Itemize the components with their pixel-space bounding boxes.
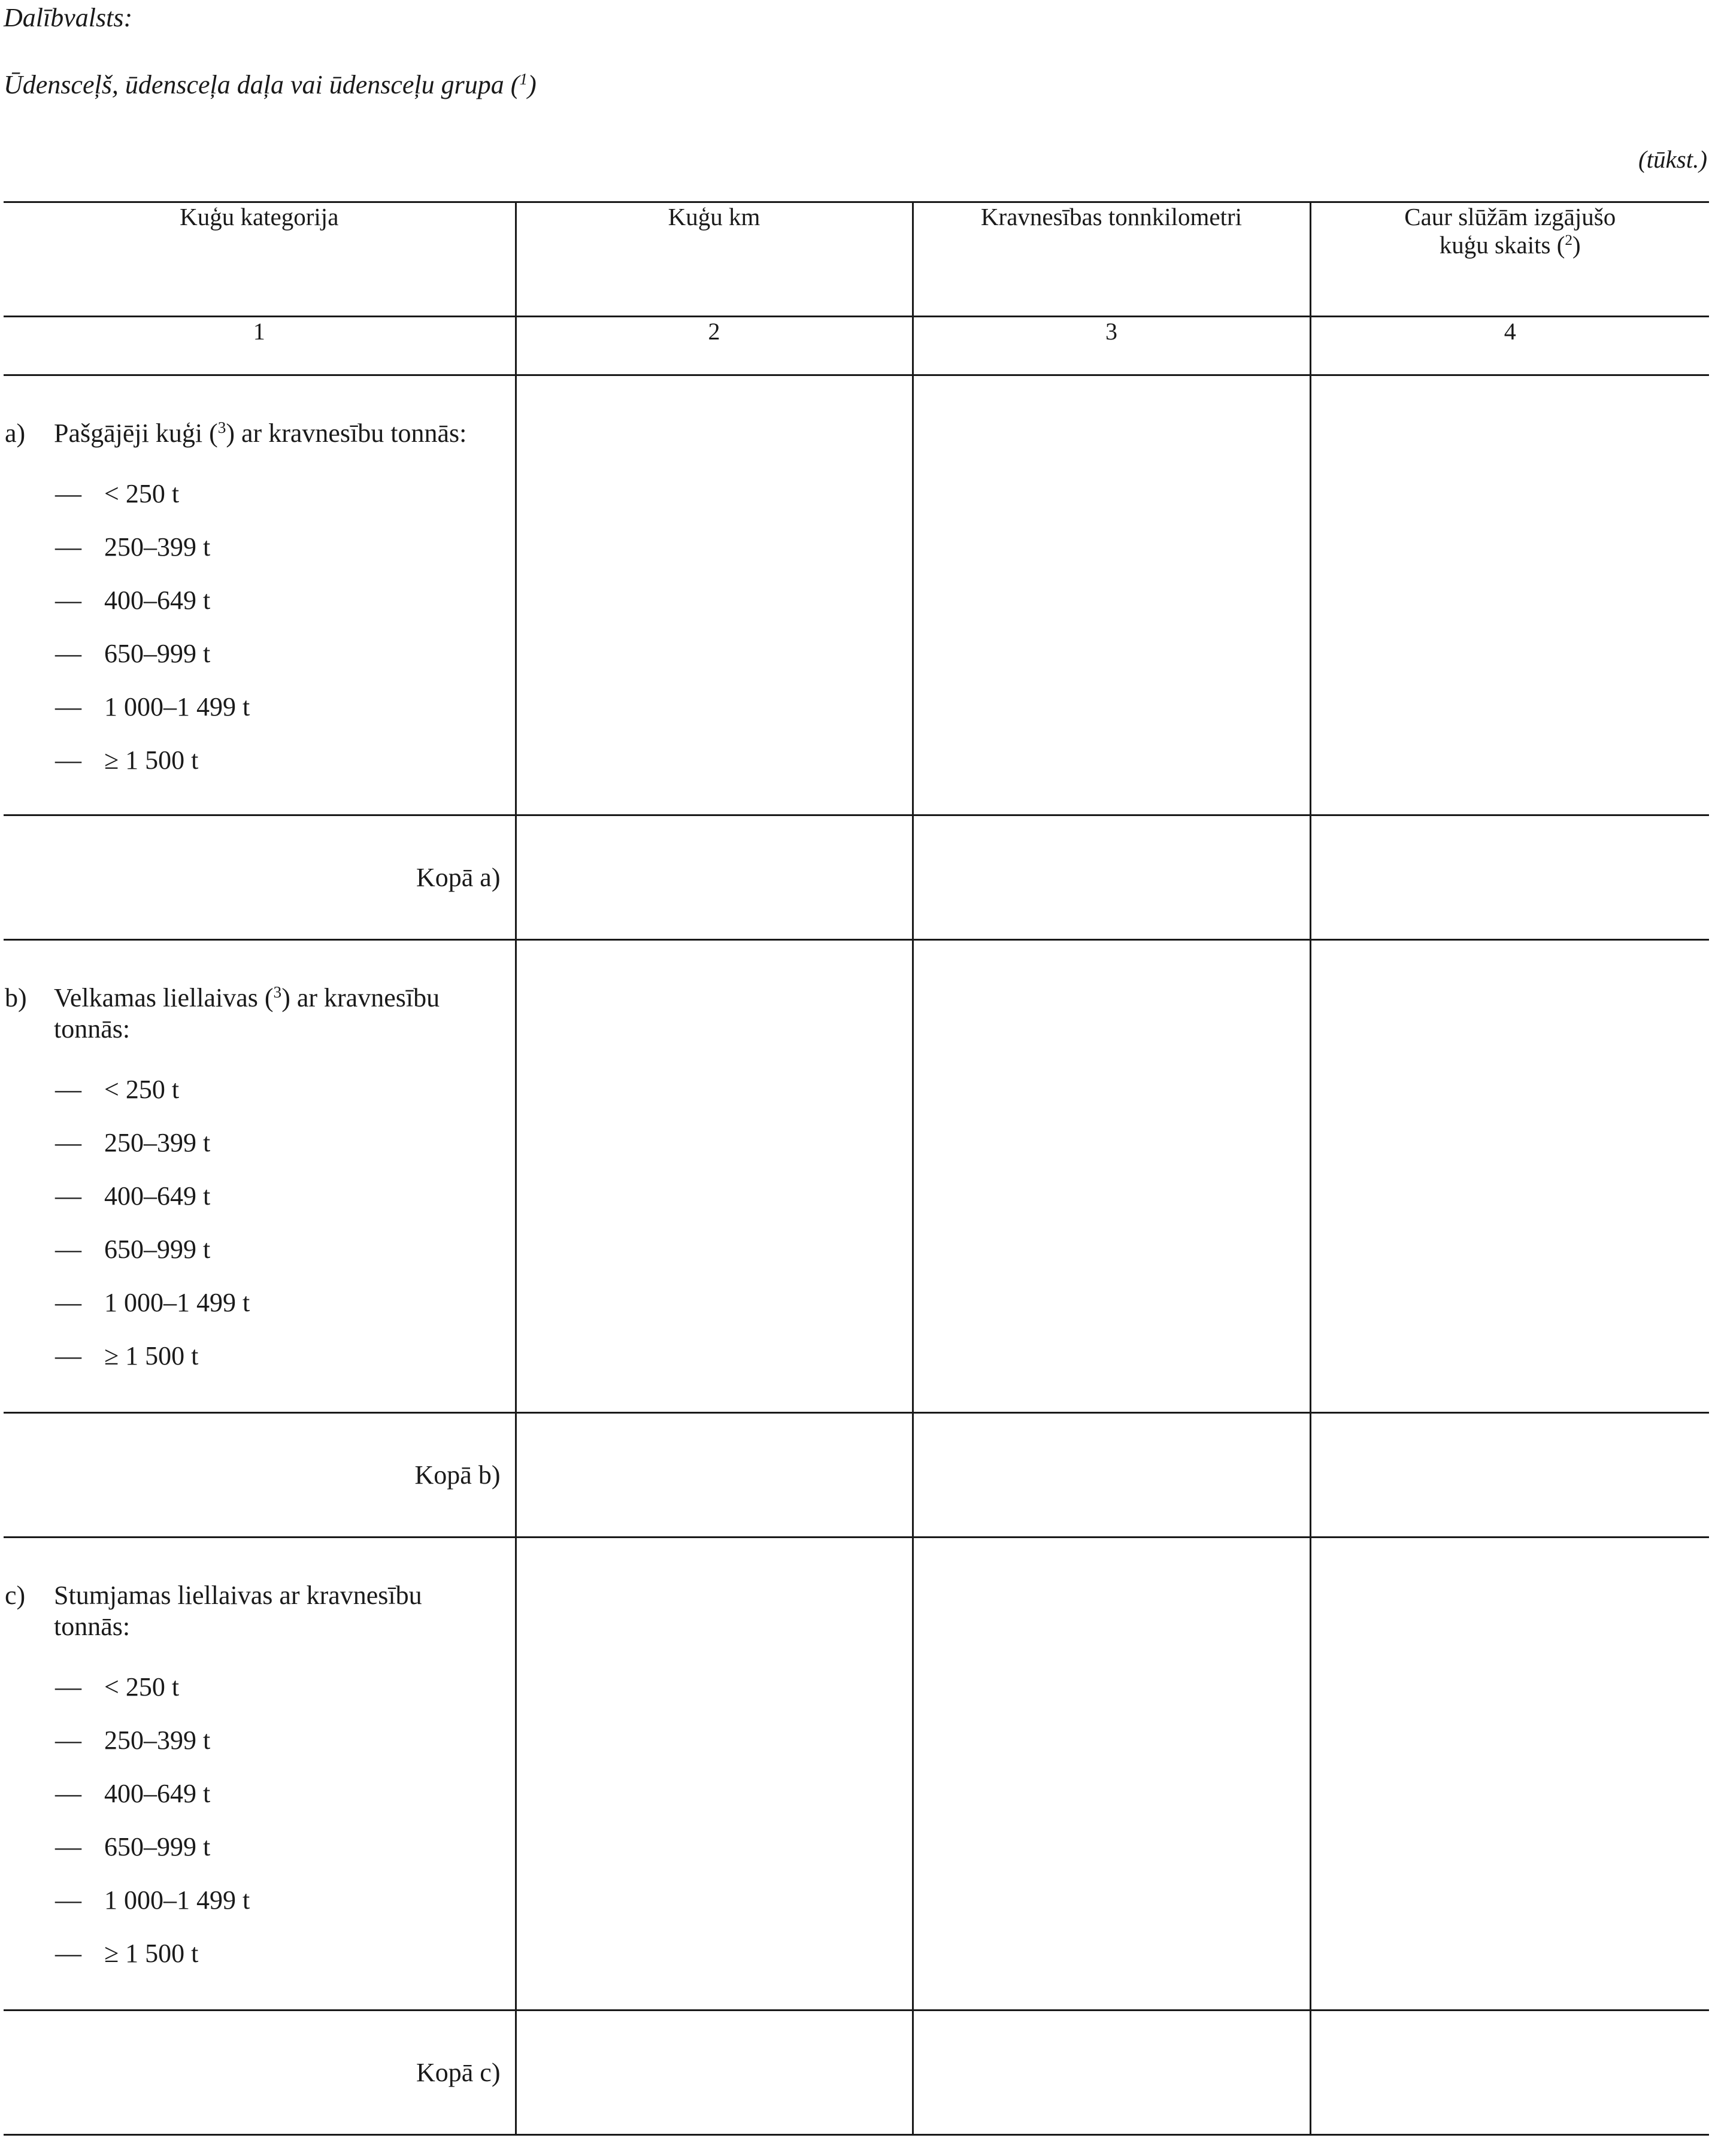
tonnage-band (4, 520, 515, 574)
band-label: 400–649 t (104, 1778, 211, 1808)
dash: — (55, 1181, 81, 1211)
band-label: ≥ 1 500 t (104, 1341, 199, 1370)
tonnage-band (4, 1820, 515, 1873)
col4-line2: kuģu skaits ( (1439, 231, 1565, 259)
dash: — (55, 1341, 81, 1370)
vessel-km-cell[interactable] (516, 375, 913, 815)
dash: — (55, 1074, 81, 1104)
band-label: 400–649 t (104, 585, 211, 615)
category-title (54, 418, 515, 449)
dash: — (55, 478, 81, 508)
tonnage-band (4, 1927, 515, 1980)
total-row-b (4, 1413, 1709, 1538)
column-number-row (4, 317, 1709, 375)
lock-passages-cell[interactable] (1310, 1538, 1709, 2011)
total-label: Kopā b) (4, 1413, 516, 1538)
tonnage-band (4, 1767, 515, 1820)
band-label: 650–999 t (104, 1831, 211, 1861)
waterway-close: ) (528, 70, 537, 99)
col-number-4: 4 (1310, 317, 1709, 375)
band-label: 650–999 t (104, 1234, 211, 1264)
dash: — (55, 745, 81, 775)
col-header-category: Kuģu kategorija (4, 202, 516, 317)
category-cell (4, 1538, 516, 2011)
tonnage-band-list (4, 467, 515, 787)
total-row-a (4, 815, 1709, 940)
tonnage-band (4, 1714, 515, 1767)
tonnage-band (4, 1169, 515, 1223)
band-label: 400–649 t (104, 1181, 211, 1211)
vessel-km-cell[interactable] (516, 1538, 913, 2011)
tonnage-band (4, 1276, 515, 1329)
statistics-table (4, 201, 1709, 2136)
dash: — (55, 1234, 81, 1264)
category-row-b (4, 940, 1709, 1413)
tonnage-band (4, 1223, 515, 1276)
total-tonne-km-cell[interactable] (913, 1413, 1310, 1538)
category-row-c (4, 1538, 1709, 2011)
total-label: Kopā c) (4, 2011, 516, 2135)
tonnage-band-list (4, 1063, 515, 1382)
member-state-label: Dalībvalsts: (4, 3, 133, 32)
total-row-c (4, 2011, 1709, 2135)
footnote-ref-2: 2 (1565, 232, 1573, 249)
tonne-km-cell[interactable] (913, 940, 1310, 1413)
dash: — (55, 1672, 81, 1702)
tonnage-band (4, 1063, 515, 1116)
col4-line1: Caur slūžām izgājušo (1404, 203, 1616, 231)
category-row-a (4, 375, 1709, 815)
total-vessel-km-cell[interactable] (516, 2011, 913, 2135)
dash: — (55, 1127, 81, 1157)
tonnage-band (4, 733, 515, 787)
dash: — (55, 638, 81, 668)
footnote-ref-3: 3 (273, 983, 282, 1001)
tonnage-band (4, 1329, 515, 1382)
tonne-km-cell[interactable] (913, 375, 1310, 815)
band-label: < 250 t (104, 478, 180, 508)
category-letter: b) (5, 983, 27, 1012)
band-label: 250–399 t (104, 532, 211, 562)
band-label: 250–399 t (104, 1127, 211, 1157)
dash: — (55, 692, 81, 721)
band-label: 650–999 t (104, 638, 211, 668)
category-title (54, 983, 515, 1045)
total-vessel-km-cell[interactable] (516, 815, 913, 940)
col-header-vessel-km: Kuģu km (516, 202, 913, 317)
dash: — (55, 1725, 81, 1755)
band-label: < 250 t (104, 1074, 180, 1104)
vessel-km-cell[interactable] (516, 940, 913, 1413)
total-lock-passages-cell[interactable] (1310, 1413, 1709, 1538)
footnote-ref-1: 1 (519, 70, 528, 88)
band-label: 250–399 t (104, 1725, 211, 1755)
category-letter: a) (5, 419, 26, 448)
dash: — (55, 1885, 81, 1915)
category-title-rest: ) ar kravnesību tonnās: (54, 983, 440, 1044)
dash: — (55, 1778, 81, 1808)
category-title: Stumjamas liellaivas ar kravnesību tonnās: (54, 1581, 422, 1641)
band-label: 1 000–1 499 t (104, 1287, 250, 1317)
dash: — (55, 1938, 81, 1968)
tonnage-band (4, 627, 515, 680)
dash: — (55, 532, 81, 562)
total-tonne-km-cell[interactable] (913, 2011, 1310, 2135)
band-label: 1 000–1 499 t (104, 692, 250, 721)
tonnage-band-list (4, 1660, 515, 1980)
total-lock-passages-cell[interactable] (1310, 815, 1709, 940)
lock-passages-cell[interactable] (1310, 375, 1709, 815)
tonnage-band (4, 574, 515, 627)
tonnage-band (4, 1116, 515, 1169)
waterway-text: Ūdensceļš, ūdensceļa daļa vai ūdensceļu grupa ( (4, 70, 520, 99)
column-header-row (4, 202, 1709, 317)
dash: — (55, 1831, 81, 1861)
band-label: ≥ 1 500 t (104, 1938, 199, 1968)
category-cell (4, 375, 516, 815)
category-letter: c) (5, 1581, 26, 1610)
col-number-2: 2 (516, 317, 913, 375)
waterway-label (4, 69, 537, 100)
category-title-text: Pašgājēji kuģi ( (54, 419, 218, 448)
total-tonne-km-cell[interactable] (913, 815, 1310, 940)
col4-close: ) (1572, 231, 1581, 259)
total-lock-passages-cell[interactable] (1310, 2011, 1709, 2135)
tonne-km-cell[interactable] (913, 1538, 1310, 2011)
footnote-ref-3: 3 (217, 419, 226, 436)
category-title-text: Velkamas liellaivas ( (54, 983, 274, 1012)
col-number-1: 1 (4, 317, 516, 375)
tonnage-band (4, 1873, 515, 1927)
tonnage-band (4, 1660, 515, 1714)
tonnage-band (4, 680, 515, 733)
band-label: ≥ 1 500 t (104, 745, 199, 775)
unit-label: (tūkst.) (1638, 145, 1707, 173)
category-title-rest: ) ar kravnesību tonnās: (226, 419, 467, 448)
band-label: < 250 t (104, 1672, 180, 1702)
col-header-tonne-km: Kravnesības tonnkilometri (913, 202, 1310, 317)
total-vessel-km-cell[interactable] (516, 1413, 913, 1538)
col-header-lock-passages (1310, 202, 1709, 317)
dash: — (55, 585, 81, 615)
band-label: 1 000–1 499 t (104, 1885, 250, 1915)
total-label: Kopā a) (4, 815, 516, 940)
tonnage-band (4, 467, 515, 520)
dash: — (55, 1287, 81, 1317)
category-cell (4, 940, 516, 1413)
lock-passages-cell[interactable] (1310, 940, 1709, 1413)
col-number-3: 3 (913, 317, 1310, 375)
